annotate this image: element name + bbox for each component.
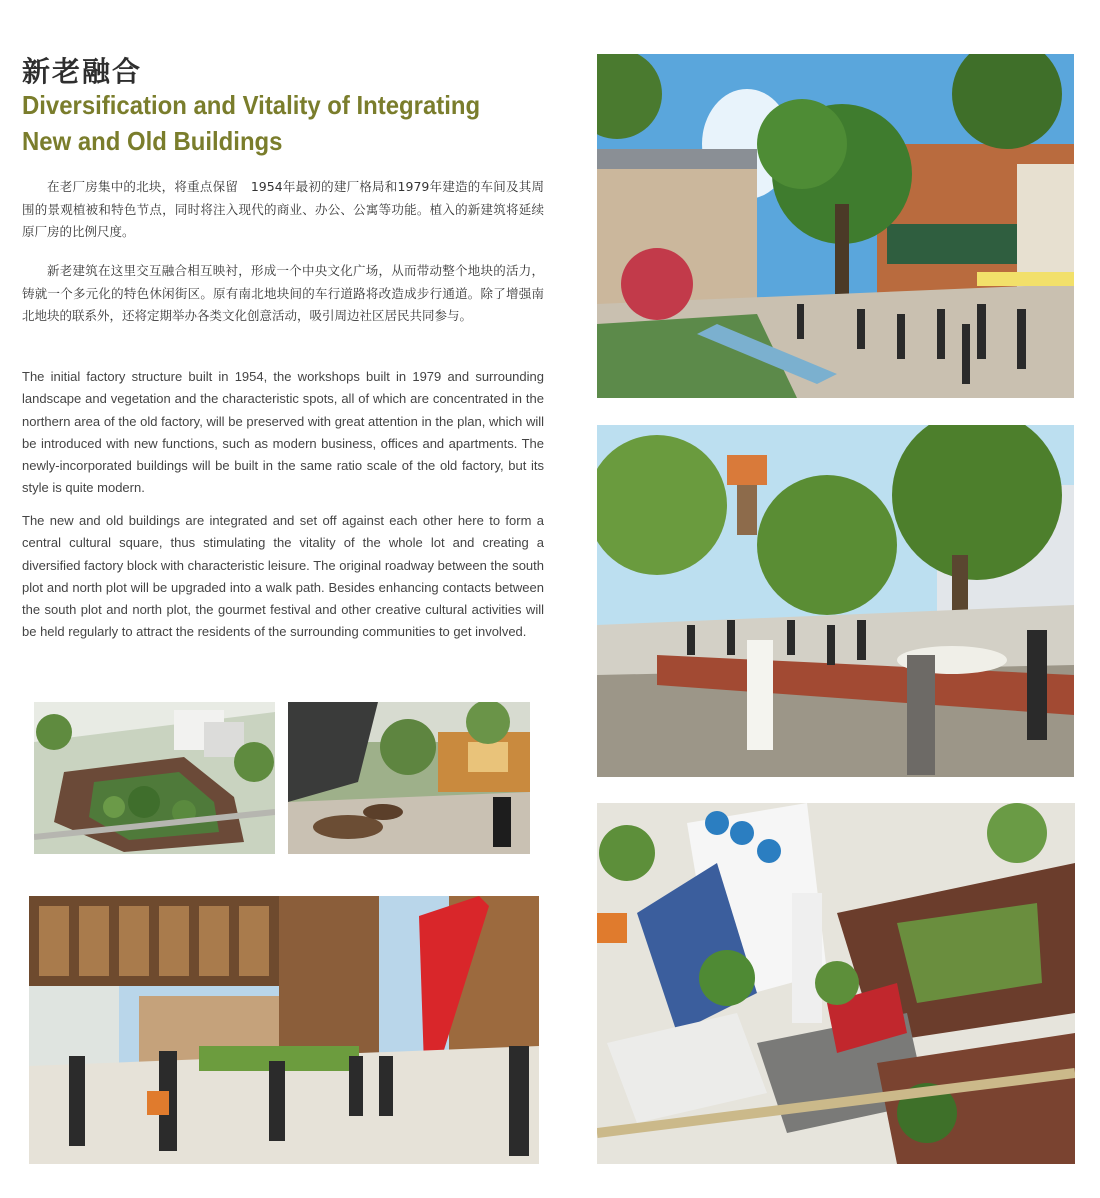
paragraph-cn-1: 在老厂房集中的北块，将重点保留 1954年最初的建厂格局和1979年建造的车间及其周围的景观植被和特色节点，同时将注入现代的商业、办公、公寓等功能。植入的新建筑将延续原厂房的比例尺度。 xyxy=(22,179,544,239)
page-title-english: Diversification and Vitality of Integrating New and Old Buildings xyxy=(22,90,481,156)
modern-facade-plaza-rendering xyxy=(29,896,539,1164)
aerial-courtyard-rendering xyxy=(34,702,275,854)
paragraph-cn-2: 新老建筑在这里交互融合相互映衬，形成一个中央文化广场，从而带动整个地块的活力，铸就一个多元化的特色休闲街区。原有南北地块间的车行道路将改造成步行通道。除了增强南北地块的联系外，还将定期举办各类文化创意活动，吸引周边社区居民共同参与。 xyxy=(22,263,544,323)
covered-street-cafe-rendering xyxy=(288,702,530,854)
old-street-plaza-rendering xyxy=(597,54,1074,398)
factory-aerial-rendering xyxy=(597,803,1075,1164)
page-title-chinese: 新老融合 xyxy=(22,55,143,88)
paragraph-en-2: The new and old buildings are integrated and set off against each other here to form a central cultural square, thus stimulating the vitality of the whole lot and creating a diversified factory block with characteristic leisure. The original roadway between the south plot and north plot will be upgraded into a walk path. Besides enhancing contacts between the south plot and north plot, the gourmet festival and other creative cultural activities will be held regularly to attract the residents of the surrounding communities to get involved. xyxy=(22,513,544,640)
central-cultural-square-rendering xyxy=(597,425,1074,777)
paragraph-en-1: The initial factory structure built in 1954, the workshops built in 1979 and surrounding landscape and vegetation and the characteristic spots, all of which are concentrated in the northern area of the old factory, will be preserved with great attention in the plan, which will be introduced with new functions, such as modern business, offices and apartments. The newly-incorporated buildings will be built in the same ratio scale of the old factory, but its style is quite modern. xyxy=(22,369,544,496)
